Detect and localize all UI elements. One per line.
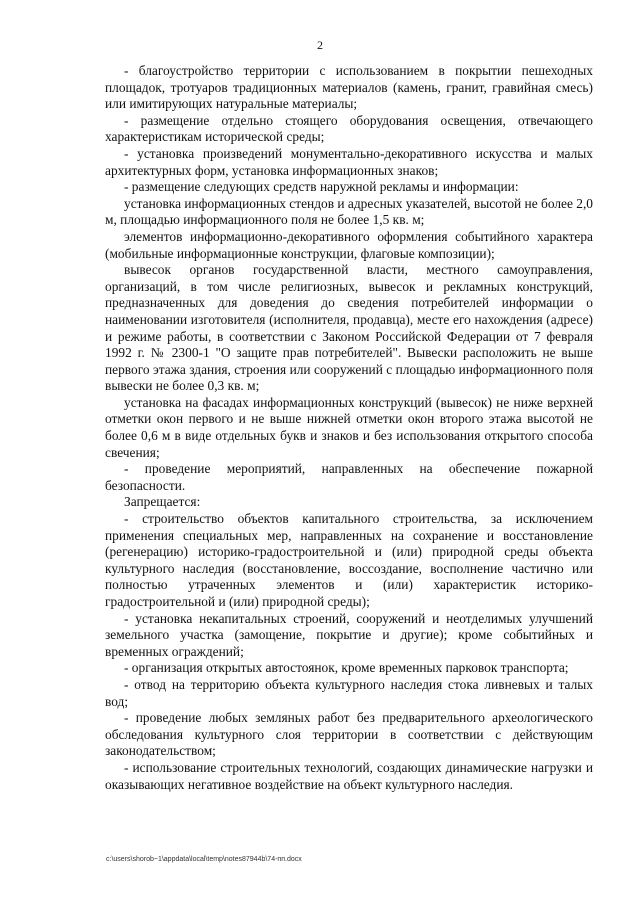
paragraph: - проведение любых земляных работ без предварительного археологического обследования культурного слоя территории в соответствии с действующим законодательством; bbox=[105, 710, 593, 759]
paragraph: элементов информационно-декоративного оформления событийного характера (мобильные информационные конструкции, флаговые композиции); bbox=[105, 228, 593, 261]
paragraph: установка информационных стендов и адресных указателей, высотой не более 2,0 м, площадью информационного поля не более 1,5 кв. м; bbox=[105, 195, 593, 228]
document-body bbox=[105, 63, 593, 793]
paragraph: - строительство объектов капитального строительства, за исключением применения специальных мер, направленных на сохранение и восстановление (регенерацию) историко-градостроительной и (или) природной среды объекта культурного наследия (восстановление, воссоздание, восполнение частично или полностью утраченных элементов и (или) характеристик историко-градостроительной и (или) природной среды); bbox=[105, 511, 593, 609]
paragraph: - установка произведений монументально-декоративного искусства и малых архитектурных форм, установка информационных знаков; bbox=[105, 145, 593, 178]
paragraph: - отвод на территорию объекта культурного наследия стока ливневых и талых вод; bbox=[105, 676, 593, 709]
paragraph: - проведение мероприятий, направленных на обеспечение пожарной безопасности. bbox=[105, 461, 593, 493]
paragraph: - размещение следующих средств наружной рекламы и информации: bbox=[124, 179, 519, 195]
paragraph: - организация открытых автостоянок, кроме временных парковок транспорта; bbox=[124, 660, 569, 676]
paragraph: - установка некапитальных строений, сооружений и неотделимых улучшений земельного участка (замощение, покрытие и другие); кроме событийных и временных ограждений; bbox=[105, 610, 593, 659]
paragraph: Запрещается: bbox=[124, 494, 201, 510]
paragraph: вывесок органов государственной власти, местного самоуправления, организаций, в том числе религиозных, вывесок и рекламных конструкций, предназначенных для доведения до сведения потребителей информации о наименовании изготовителя (исполнителя, продавца), месте его нахождения (адресе) и режиме работы, в соответствии с Законом Российской Федерации от 7 февраля 1992 г. № 2300-1 "О защите прав потребителей". Вывески расположить не выше первого этажа здания, строения или сооружений с площадью информационного поля вывески не более 0,3 кв. м; bbox=[105, 262, 593, 394]
paragraph: - использование строительных технологий, создающих динамические нагрузки и оказывающих негативное воздействие на объект культурного наследия. bbox=[105, 759, 593, 792]
paragraph: - благоустройство территории с использованием в покрытии пешеходных площадок, тротуаров традиционных материалов (камень, гранит, гравийная смесь) или имитирующих натуральные материалы; bbox=[105, 63, 593, 112]
footer-file-path: c:\users\shorob~1\appdata\local\temp\notes87944b\74-пп.docx bbox=[106, 856, 302, 863]
paragraph: - размещение отдельно стоящего оборудования освещения, отвечающего характеристикам исторической среды; bbox=[105, 112, 593, 145]
paragraph: установка на фасадах информационных конструкций (вывесок) не ниже верхней отметки окон первого и не выше нижней отметки окон второго этажа высотой не более 0,6 м в виде отдельных букв и знаков и без использования открытого способа свечения; bbox=[105, 394, 593, 460]
page-number: 2 bbox=[317, 38, 323, 52]
